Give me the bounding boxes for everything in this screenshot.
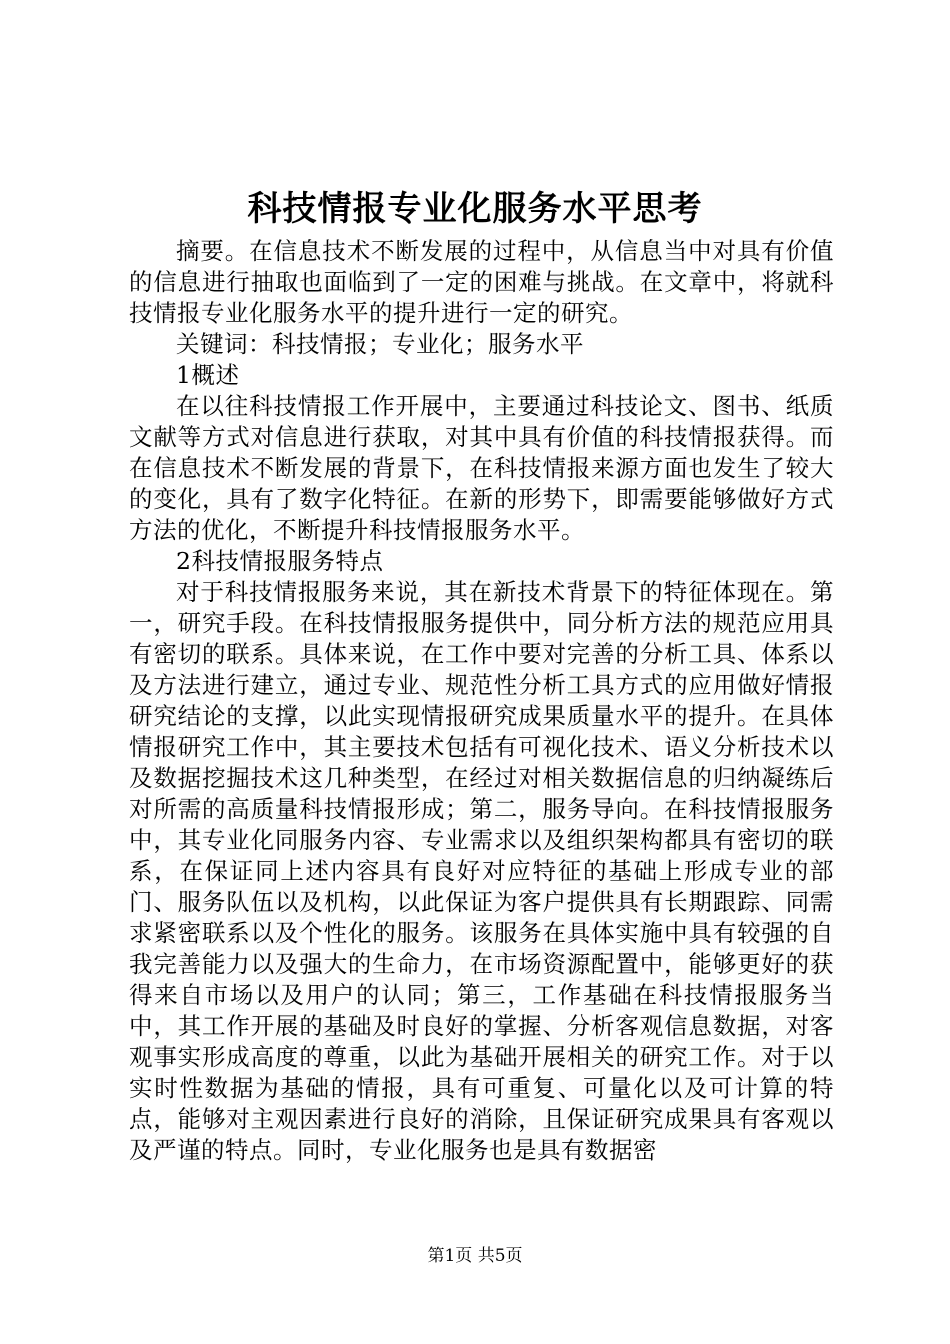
- overview-paragraph: 在以往科技情报工作开展中，主要通过科技论文、图书、纸质文献等方式对信息进行获取，对其中具有价值的科技情报获得。而在信息技术不断发展的背景下，在科技情报来源方面也发生了较大的变化，具有了数字化特征。在新的形势下，即需要能够做好方式方法的优化，不断提升科技情报服务水平。: [129, 392, 834, 544]
- abstract-paragraph: 摘要。在信息技术不断发展的过程中，从信息当中对具有价值的信息进行抽取也面临到了一定的困难与挑战。在文章中，将就科技情报专业化服务水平的提升进行一定的研究。: [129, 237, 834, 327]
- keywords-paragraph: 关键词：科技情报；专业化；服务水平: [176, 330, 584, 358]
- section-heading-features: 2科技情报服务特点: [176, 547, 384, 575]
- page-footer: 第1页 共5页: [427, 1246, 523, 1266]
- section-heading-overview: 1概述: [176, 361, 240, 389]
- document-body: [129, 236, 834, 1166]
- features-paragraph: 对于科技情报服务来说，其在新技术背景下的特征体现在。第一，研究手段。在科技情报服务提供中，同分析方法的规范应用具有密切的联系。具体来说，在工作中要对完善的分析工具、体系以及方法进行建立，通过专业、规范性分析工具方式的应用做好情报研究结论的支撑，以此实现情报研究成果质量水平的提升。在具体情报研究工作中，其主要技术包括有可视化技术、语义分析技术以及数据挖掘技术这几种类型，在经过对相关数据信息的归纳凝练后对所需的高质量科技情报形成；第二，服务导向。在科技情报服务中，其专业化同服务内容、专业需求以及组织架构都具有密切的联系，在保证同上述内容具有良好对应特征的基础上形成专业的部门、服务队伍以及机构，以此保证为客户提供具有长期跟踪、同需求紧密联系以及个性化的服务。该服务在具体实施中具有较强的自我完善能力以及强大的生命力，在市场资源配置中，能够更好的获得来自市场以及用户的认同；第三，工作基础在科技情报服务当中，其工作开展的基础及时良好的掌握、分析客观信息数据，对客观事实形成高度的尊重，以此为基础开展相关的研究工作。对于以实时性数据为基础的情报，具有可重复、可量化以及可计算的特点，能够对主观因素进行良好的消除，且保证研究成果具有客观以及严谨的特点。同时，专业化服务也是具有数据密: [129, 578, 834, 1164]
- document-title: 科技情报专业化服务水平思考: [247, 189, 703, 229]
